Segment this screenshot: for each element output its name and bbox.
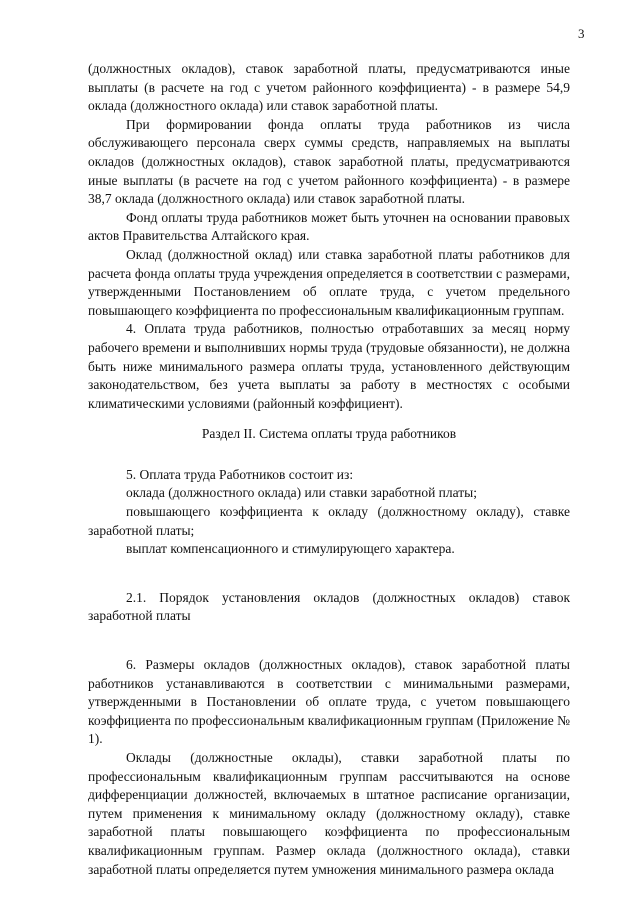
section-heading: Раздел II. Система оплаты труда работников [201, 426, 457, 442]
paragraph-fund-clarification: Фонд оплаты труда работников может быть уточнен на основании правовых актов Правительства Алтайского края. [88, 209, 570, 244]
list-item-payments: выплат компенсационного и стимулирующего характера. [126, 541, 455, 557]
subsection-heading: 2.1. Порядок установления окладов (должностных окладов) ставок заработной платы [88, 589, 570, 624]
paragraph-service-staff-fund: При формировании фонда оплаты труда работников из числа обслуживающего персонала сверх суммы средств, направляемых на выплаты окладов (должностных окладов), ставок заработной платы, предусматриваются иные выплаты (в расчете на год с учетом районного коэффициента) - в размере 38,7 оклада (должностного оклада) или ставок заработной платы. [88, 116, 570, 207]
paragraph-pay-composition: 5. Оплата труда Работников состоит из: [126, 466, 354, 482]
list-item-coefficient: повышающего коэффициента к окладу (должностному окладу), ставке заработной платы; [88, 504, 570, 538]
paragraph-minimum-wage: 4. Оплата труда работников, полностью отработавших за месяц норму рабочего времени и выполнивших нормы труда (трудовые обязанности), не должна быть ниже минимального размера оплаты труда, установленного действующим законодательством, без учета выплаты за работу в местностях с особыми климатическими условиями (районный коэффициент). [88, 321, 570, 411]
paragraph-salary-calculation: Оклад (должностной оклад) или ставка заработной платы работников для расчета фонда оплаты труда учреждения определяется в соответствии с размерами, утвержденными Постановлением об оплате труда, с учетом предельного повышающего коэффициента по профессиональным квалификационным группам. [88, 246, 570, 318]
paragraph-salary-sizes: 6. Размеры окладов (должностных окладов), ставок заработной платы работников устанавливаются в соответствии с минимальными размерами, утвержденными в Постановлении об оплате труда, с учетом повышающего коэффициента по профессиональным квалификационным группам (Приложение № 1). [88, 657, 570, 747]
document-body [88, 60, 570, 879]
list-item-salary: оклада (должностного оклада) или ставки заработной платы; [126, 485, 477, 501]
paragraph-continuation: (должностных окладов), ставок заработной платы, предусматриваются иные выплаты (в расчете на год с учетом районного коэффициента) - в размере 54,9 оклада (должностного оклада) или ставок заработной платы. [88, 61, 570, 114]
paragraph-salary-differentiation: Оклады (должностные оклады), ставки заработной платы по профессиональным квалификационным группам рассчитываются на основе дифференциации должностей, включаемых в штатное расписание организации, путем применения к минимальному окладу (должностному окладу), ставке заработной платы повышающего коэффициента по профессиональным квалификационным группам. Размер оклада (должностного оклада), ставки заработной платы определяется путем умножения минимального размера оклада [88, 750, 570, 877]
page-number: 3 [578, 26, 585, 41]
